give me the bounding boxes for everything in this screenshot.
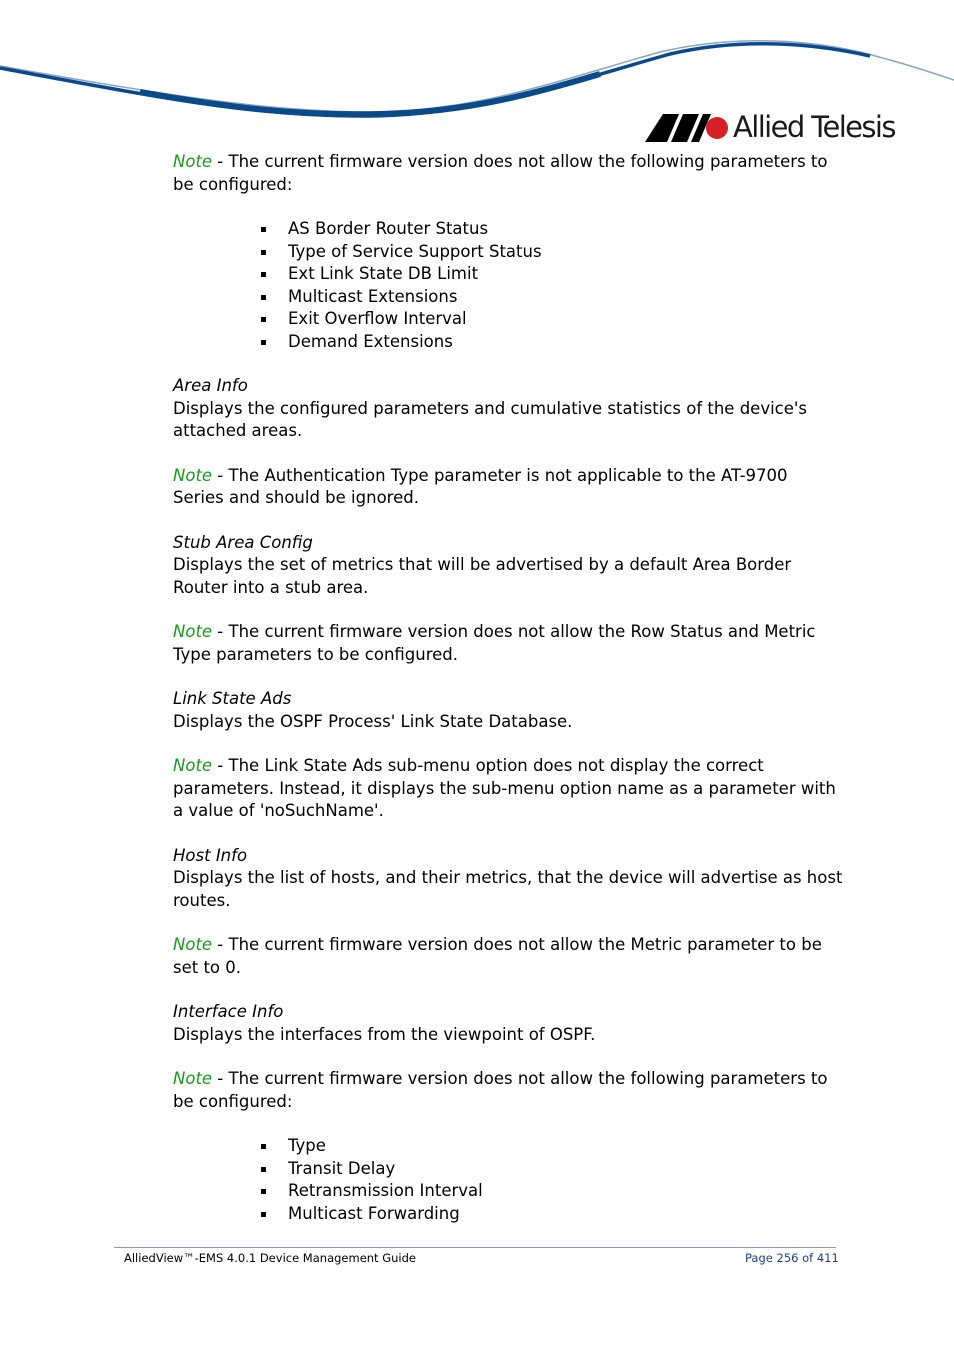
footer-page-number: Page 256 of 411: [745, 1251, 839, 1265]
list-item: [261, 308, 843, 331]
square-bullet-icon: [261, 1144, 266, 1149]
spacer: [173, 443, 843, 465]
section-heading: Link State Ads: [173, 689, 292, 708]
note-paragraph: [173, 934, 843, 979]
spacer: [173, 510, 843, 532]
spacer: [173, 599, 843, 621]
list-item-text: Ext Link State DB Limit: [288, 264, 479, 283]
list-item: [261, 286, 843, 309]
brand-name: Allied Telesis: [733, 110, 895, 144]
spacer: [173, 666, 843, 688]
page-content: [173, 151, 843, 1225]
spacer: [173, 733, 843, 755]
note-text: - The current firmware version does not allow the Row Status and Metric Type parameters to be configured.: [173, 622, 816, 664]
spacer: [173, 1113, 843, 1135]
note-label: Note: [173, 465, 213, 485]
section-heading: Stub Area Config: [173, 532, 313, 552]
logo-mark-icon: [645, 114, 729, 142]
section-description: Displays the configured parameters and cumulative statistics of the device's attached areas.: [173, 398, 808, 440]
list-item: [261, 1158, 843, 1181]
spacer: [173, 353, 843, 375]
list-item: [261, 1203, 843, 1226]
square-bullet-icon: [261, 317, 266, 322]
parameter-list: [173, 1135, 843, 1225]
note-text: - The current firmware version does not allow the Metric parameter to be set to 0.: [173, 935, 822, 977]
list-item-text: Multicast Forwarding: [288, 1203, 460, 1223]
note-label: Note: [173, 935, 213, 954]
section-description: Displays the set of metrics that will be advertised by a default Area Border Router into a stub area.: [173, 555, 792, 597]
footer-document-title: AlliedView™-EMS 4.0.1 Device Management Guide: [124, 1251, 416, 1265]
list-item: [261, 1135, 843, 1158]
section-heading: Host Info: [173, 845, 248, 865]
list-item-text: Type of Service Support Status: [288, 241, 542, 261]
list-item: [261, 263, 843, 286]
square-bullet-icon: [261, 272, 266, 277]
section-description: Displays the interfaces from the viewpoint of OSPF.: [173, 1024, 596, 1044]
note-label: Note: [173, 756, 213, 775]
footer-rule: [114, 1247, 836, 1248]
note-text: - The Authentication Type parameter is not applicable to the AT-9700 Series and should be ignored.: [173, 465, 788, 507]
note-paragraph: [173, 755, 843, 823]
list-item-text: Multicast Extensions: [288, 286, 458, 306]
spacer: [173, 912, 843, 934]
list-item-text: Retransmission Interval: [288, 1181, 483, 1200]
section-description: Displays the list of hosts, and their metrics, that the device will advertise as host routes.: [173, 868, 843, 910]
square-bullet-icon: [261, 340, 266, 345]
square-bullet-icon: [261, 227, 266, 232]
list-item: [261, 1180, 843, 1203]
square-bullet-icon: [261, 1212, 266, 1217]
note-text: - The current firmware version does not allow the following parameters to be configured:: [173, 1069, 828, 1111]
square-bullet-icon: [261, 1167, 266, 1172]
note-paragraph: [173, 621, 843, 666]
note-label: Note: [173, 152, 213, 171]
note-paragraph: [173, 1068, 843, 1113]
list-item-text: Transit Delay: [288, 1158, 396, 1178]
square-bullet-icon: [261, 250, 266, 255]
square-bullet-icon: [261, 295, 266, 300]
spacer: [173, 979, 843, 1001]
allied-telesis-logo: [645, 108, 900, 148]
section-heading: Area Info: [173, 376, 248, 395]
note-text: - The Link State Ads sub-menu option does not display the correct parameters. Instead, it displays the sub-menu option name as a parameter with a value of 'noSuchName'.: [173, 756, 836, 820]
note-label: Note: [173, 1069, 213, 1088]
section-description: Displays the OSPF Process' Link State Database.: [173, 711, 573, 731]
note-paragraph: [173, 151, 843, 196]
list-item-text: Type: [288, 1136, 326, 1155]
note-label: Note: [173, 622, 213, 641]
spacer: [173, 823, 843, 845]
spacer: [173, 196, 843, 218]
list-item-text: Demand Extensions: [288, 331, 453, 351]
note-paragraph: [173, 465, 843, 510]
list-item: [261, 331, 843, 354]
note-text: - The current firmware version does not allow the following parameters to be configured:: [173, 152, 828, 194]
parameter-list: [173, 218, 843, 353]
list-item: [261, 241, 843, 264]
section-heading: Interface Info: [173, 1002, 284, 1021]
list-item: [261, 218, 843, 241]
list-item-text: Exit Overflow Interval: [288, 309, 467, 328]
square-bullet-icon: [261, 1189, 266, 1194]
spacer: [173, 1046, 843, 1068]
list-item-text: AS Border Router Status: [288, 219, 489, 238]
